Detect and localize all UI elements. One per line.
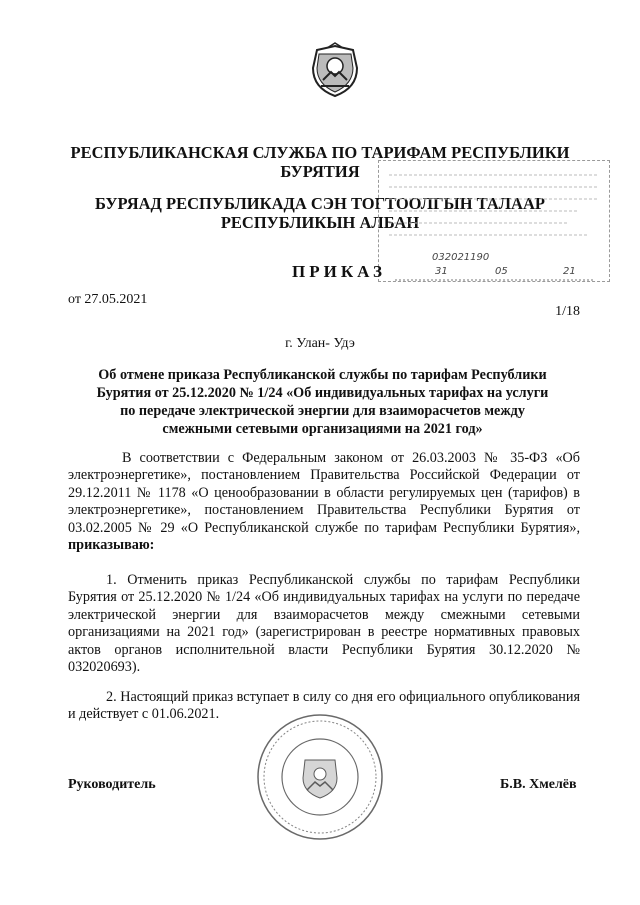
coat-of-arms-icon [305,42,365,100]
signer-position: Руководитель [68,777,156,792]
order-heading: ПРИКАЗ [292,262,386,281]
registration-day: 31 [435,266,448,277]
registration-number: 032021190 [432,252,490,263]
registration-year: 21 [563,266,576,277]
document-title: Об отмене приказа Республиканской службы по тарифам Республики Бурятия от 25.12.2020 № 1/24 «Об индивидуальных тарифах на услуги по передаче электрической энергии для взаиморасчетов между смежными сетевыми организациями на 2021 год» [96,367,549,437]
decree-word: приказываю: [68,537,155,554]
order-date: от 27.05.2021 [68,292,148,307]
order-city: г. Улан- Удэ [285,336,355,351]
item-2-paragraph: 2. Настоящий приказ вступает в силу со дня его официального опубликования и действует с 01.06.2021. [68,689,580,723]
preamble-text: В соответствии с Федеральным законом от 26.03.2003 № 35-ФЗ «Об электроэнергетике», постановлением Правительства Российской Федерации от 29.12.2011 № 1178 «О ценообразовании в области регулируемых цен (тарифов) в электроэнергетике», постановлением Правительства Республики Бурятия от 03.02.2005 № 29 «О Республиканской службе по тарифам Республики Бурятия», [68,450,580,536]
registration-month: 05 [495,266,508,277]
official-seal-icon [255,712,385,842]
preamble-paragraph [68,450,580,554]
agency-name-russian: РЕСПУБЛИКАНСКАЯ СЛУЖБА ПО ТАРИФАМ РЕСПУБЛИКИ БУРЯТИЯ [70,143,570,181]
agency-name-buryat: БУРЯАД РЕСПУБЛИКАДА СЭН ТОГТООЛГЫН ТАЛААР РЕСПУБЛИКЫН АЛБАН [95,194,545,232]
registration-date [395,266,595,282]
item-1-paragraph: 1. Отменить приказ Республиканской службы по тарифам Республики Бурятия от 25.12.2020 № 1/24 «Об индивидуальных тарифах на услуги по передаче электрической энергии для взаиморасчетов между смежными сетевыми организациями на 2021 год» (зарегистрирован в реестре нормативных правовых актов органов исполнительной власти Республики Бурятия 30.12.2020 № 032020693). [68,572,580,676]
registration-stamp [378,160,610,282]
order-number: 1/18 [555,304,580,319]
signer-name: Б.В. Хмелёв [500,777,577,792]
